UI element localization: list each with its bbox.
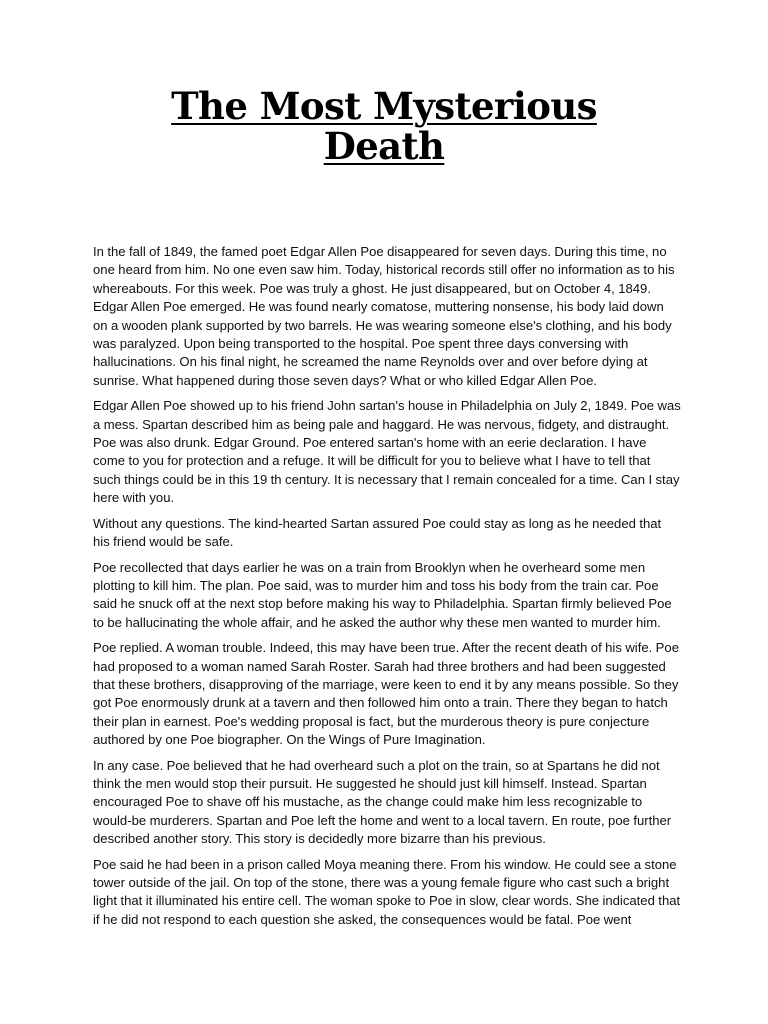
document-body	[93, 243, 681, 936]
paragraph-4: Poe recollected that days earlier he was on a train from Brooklyn when he overheard some men plotting to kill him. The plan. Poe said, was to murder him and toss his body from the train car. Poe said he snuck off at the next stop before making his way to Philadelphia. Spartan firmly believed Poe to be hallucinating the whole affair, and he asked the author why these men wanted to murder him.	[93, 559, 672, 630]
title-line-1: The Most Mysterious	[171, 84, 597, 128]
paragraph-7: Poe said he had been in a prison called Moya meaning there. From his window. He could see a stone tower outside of the jail. On top of the stone, there was a young female figure who cast such a bright light that it illuminated his entire cell. The woman spoke to Poe in slow, clear words. She indicated that if he did not respond to each question she asked, the consequences would be fatal. Poe went	[93, 856, 681, 927]
document-title	[60, 86, 708, 166]
paragraph-2: Edgar Allen Poe showed up to his friend John sartan's house in Philadelphia on July 2, 1849. Poe was a mess. Spartan described him as being pale and haggard. He was nervous, fidgety, and distraught. Poe was also drunk. Edgar Ground. Poe entered sartan's home with an eerie declaration. I have come to you for protection and a refuge. It will be difficult for you to believe what I have to tell that such things could be in this 19 th century. It is necessary that I remain concealed for a time. Can I stay here with you.	[93, 398, 681, 506]
paragraph-6: In any case. Poe believed that he had overheard such a plot on the train, so at Spartans he did not think the men would stop their pursuit. He suggested he should just kill himself. Instead. Spartan encouraged Poe to shave off his mustache, as the change could make him less recognizable to would-be murderers. Spartan and Poe left the home and went to a local tavern. En route, poe further described another story. This story is decidedly more bizarre than his previous.	[93, 757, 672, 847]
paragraph-5: Poe replied. A woman trouble. Indeed, this may have been true. After the recent death of his wife. Poe had proposed to a woman named Sarah Roster. Sarah had three brothers and had been suggested that these brothers, disapproving of the marriage, were keen to end it by any means possible. So they got Poe enormously drunk at a tavern and then followed him onto a train. There they began to hatch their plan in earnest. Poe's wedding proposal is fact, but the murderous theory is pure conjecture authored by one Poe biographer. On the Wings of Pure Imagination.	[93, 640, 679, 748]
paragraph-1: In the fall of 1849, the famed poet Edgar Allen Poe disappeared for seven days. During this time, no one heard from him. No one even saw him. Today, historical records still offer no information as to his whereabouts. For this week. Poe was truly a ghost. He just disappeared, but on October 4, 1849. Edgar Allen Poe emerged. He was found nearly comatose, muttering nonsense, his body laid down on a wooden plank supported by two barrels. He was wearing someone else's clothing, and his body was paralyzed. Upon being transported to the hospital. Poe spent three days conversing with hallucinations. On his final night, he screamed the name Reynolds over and over before dying at sunrise. What happened during those seven days? What or who killed Edgar Allen Poe.	[93, 244, 675, 388]
paragraph-3: Without any questions. The kind-hearted Sartan assured Poe could stay as long as he needed that his friend would be safe.	[93, 515, 662, 550]
title-line-2: Death	[323, 124, 445, 168]
